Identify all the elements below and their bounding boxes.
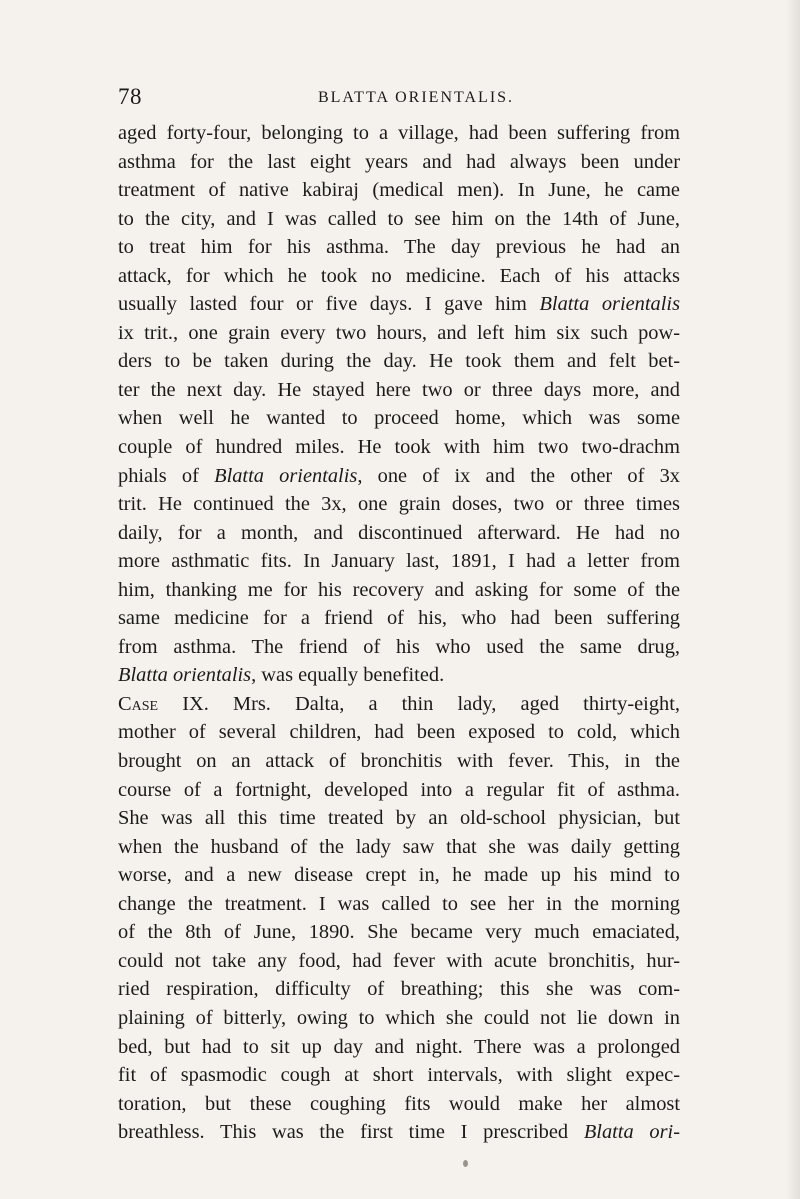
- text-line: [118, 776, 680, 805]
- text-run: him, thanking me for his recovery and asking for some of the: [118, 578, 680, 601]
- text-run: asthma for the last eight years and had always been under: [118, 150, 680, 173]
- text-line: [118, 519, 680, 548]
- text-run: ried respiration, difficulty of breathing; this she was com-: [118, 978, 680, 1001]
- text-line: [118, 347, 680, 376]
- text-run: to treat him for his asthma. The day previous he had an: [118, 236, 680, 259]
- text-line: [118, 176, 680, 205]
- text-run: of the 8th of June, 1890. She became very much emaciated,: [118, 921, 680, 944]
- text-run: Mrs. Dalta, a thin lady, aged thirty-eight,: [208, 692, 680, 715]
- text-run: fit of spasmodic cough at short intervals, with slight expec-: [118, 1064, 680, 1087]
- text-line: [118, 861, 680, 890]
- text-line: [118, 804, 680, 833]
- text-run: attack, for which he took no medicine. Each of his attacks: [118, 264, 680, 287]
- case-heading: Case IX.: [118, 692, 209, 715]
- text-line: [118, 319, 680, 348]
- text-line: [118, 547, 680, 576]
- text-run: to the city, and I was called to see him on the 14th of June,: [118, 207, 680, 230]
- text-run: , one of ix and the other of 3x: [357, 464, 680, 487]
- text-line: [118, 462, 680, 491]
- text-run: ix trit., one grain every two hours, and left him six such pow-: [118, 321, 680, 344]
- text-line: [118, 633, 680, 662]
- text-run: course of a fortnight, developed into a regular fit of asthma.: [118, 778, 680, 801]
- text-run: She was all this time treated by an old-school physician, but: [118, 807, 680, 830]
- text-run: mother of several children, had been exposed to cold, which: [118, 721, 680, 744]
- text-run: when the husband of the lady saw that she was daily getting: [118, 835, 680, 858]
- text-line: [118, 376, 680, 405]
- text-line: [118, 1090, 680, 1119]
- text-line: [118, 490, 680, 519]
- text-line: [118, 233, 680, 262]
- text-run: aged forty-four, belonging to a village, had been suffering from: [118, 122, 680, 144]
- text-run: usually lasted four or five days. I gave him: [118, 293, 540, 316]
- page-number: 78: [118, 84, 142, 109]
- italic-term: Blatta orientalis: [118, 664, 252, 687]
- ink-speck: [463, 1160, 468, 1167]
- text-run: , was equally benefited.: [251, 664, 445, 687]
- text-run: treatment of native kabiraj (medical men). In June, he came: [118, 179, 680, 202]
- text-run: change the treatment. I was called to see her in the morning: [118, 892, 680, 915]
- text-line: [118, 1061, 680, 1090]
- text-line: [118, 890, 680, 919]
- page-edge-shadow: [786, 0, 800, 1199]
- text-line: [118, 918, 680, 947]
- text-line: [118, 205, 680, 234]
- text-run: same medicine for a friend of his, who had been suffering: [118, 607, 680, 630]
- text-run: trit. He continued the 3x, one grain doses, two or three times: [118, 493, 680, 516]
- text-run: plaining of bitterly, owing to which she could not lie down in: [118, 1006, 680, 1029]
- text-line: [118, 604, 680, 633]
- text-line: [118, 148, 680, 177]
- text-line: [118, 661, 680, 690]
- text-run: could not take any food, had fever with acute bronchitis, hur-: [118, 949, 680, 972]
- text-line: [118, 1004, 680, 1033]
- text-line: [118, 690, 680, 719]
- text-run: when well he wanted to proceed home, which was some: [118, 407, 680, 430]
- text-line: [118, 947, 680, 976]
- text-run: couple of hundred miles. He took with him two two-drachm: [118, 436, 680, 459]
- text-run: bed, but had to sit up day and night. There was a prolonged: [118, 1035, 680, 1058]
- italic-term: Blatta ori-: [583, 1121, 680, 1144]
- text-line: [118, 975, 680, 1004]
- running-title: BLATTA ORIENTALIS.: [317, 89, 515, 106]
- text-line: [118, 718, 680, 747]
- text-run: worse, and a new disease crept in, he made up his mind to: [118, 864, 680, 887]
- text-run: ter the next day. He stayed here two or three days more, and: [118, 378, 680, 401]
- text-run: ders to be taken during the day. He took them and felt bet-: [118, 350, 680, 373]
- text-line: [118, 404, 680, 433]
- text-line: [118, 747, 680, 776]
- text-line: [118, 433, 680, 462]
- text-line: [118, 833, 680, 862]
- text-line: [118, 290, 680, 319]
- text-run: breathless. This was the first time I prescribed: [118, 1121, 584, 1144]
- text-run: brought on an attack of bronchitis with fever. This, in the: [118, 750, 680, 773]
- text-run: daily, for a month, and discontinued afterward. He had no: [118, 521, 680, 544]
- text-line: [118, 262, 680, 291]
- italic-term: Blatta orientalis: [539, 293, 681, 316]
- text-line: [118, 119, 680, 148]
- text-run: toration, but these coughing fits would make her almost: [118, 1092, 680, 1115]
- text-run: phials of: [118, 464, 215, 487]
- text-run: from asthma. The friend of his who used the same drug,: [118, 635, 680, 658]
- text-run: more asthmatic fits. In January last, 1891, I had a letter from: [118, 550, 680, 573]
- body-text: [118, 119, 680, 1147]
- running-head: [118, 84, 678, 114]
- text-line: [118, 1033, 680, 1062]
- italic-term: Blatta orientalis: [214, 464, 358, 487]
- text-line: [118, 1118, 680, 1147]
- text-line: [118, 576, 680, 605]
